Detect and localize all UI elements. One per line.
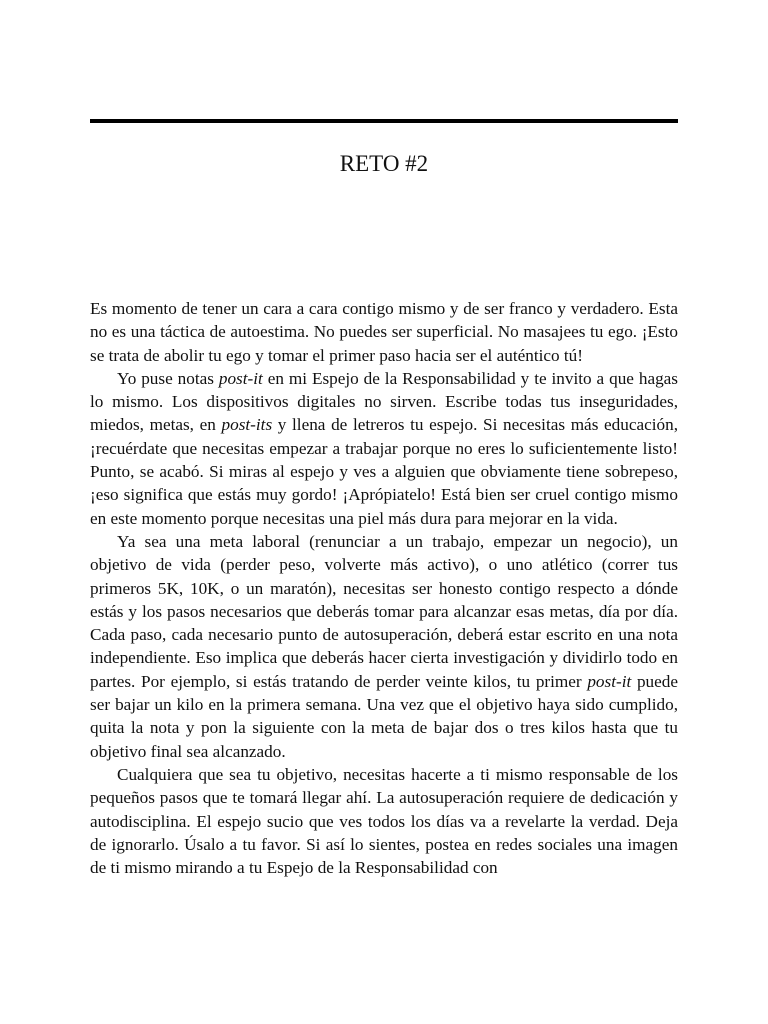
paragraph — [90, 297, 678, 367]
chapter-top-rule — [90, 119, 678, 123]
chapter-title: RETO #2 — [339, 151, 429, 176]
paragraph — [90, 367, 678, 530]
italic-term: post-its — [221, 415, 273, 435]
book-page — [90, 0, 678, 1024]
paragraph — [90, 763, 678, 879]
body-text — [90, 297, 678, 879]
text-segment: Es momento de tener un cara a cara contigo mismo y de ser franco y verdadero. Esta no es una táctica de autoestima. No puedes ser superficial. No masajees tu ego. ¡Esto se trata de abolir tu ego y tomar el primer paso hacia ser el auténtico tú! — [90, 299, 678, 365]
text-segment: en mi Espejo de la Responsabilidad y te invito a que hagas lo mismo. Los dispositivos digitales no sirven. Escribe todas tus inseguridades, miedos, metas, en — [90, 368, 678, 435]
italic-term: post-it — [218, 368, 263, 388]
text-segment: y llena de letreros tu espejo. Si necesitas más educación, ¡recuérdate que necesitas empezar a trabajar porque no eres lo suficientemente listo! Punto, se acabó. Si miras al espejo y ves a alguien que obviamente tiene sobrepeso, ¡eso significa que estás muy gordo! ¡Aprópiatelo! Está bien ser cruel contigo mismo en este momento porque necesitas una piel más dura para mejorar en la vida. — [90, 415, 678, 528]
text-segment: Ya sea una meta laboral (renunciar a un trabajo, empezar un negocio), un objetivo de vida (perder peso, volverte más activo), o uno atlético (correr tus primeros 5K, 10K, o un maratón), necesitas ser honesto contigo respecto a dónde estás y los pasos necesarios que deberás tomar para alcanzar esas metas, día por día. Cada paso, cada necesario punto de autosuperación, deberá estar escrito en una nota independiente. Eso implica que deberás hacer cierta investigación y dividirlo todo en partes. Por ejemplo, si estás tratando de perder veinte kilos, tu primer — [90, 531, 678, 691]
text-segment: Cualquiera que sea tu objetivo, necesitas hacerte a ti mismo responsable de los pequeños pasos que te tomará llegar ahí. La autosuperación requiere de dedicación y autodisciplina. El espejo sucio que ves todos los días va a revelarte la verdad. Deja de ignorarlo. Úsalo a tu favor. Si así lo sientes, postea en redes sociales una imagen de ti mismo mirando a tu Espejo de la Responsabilidad con — [90, 764, 678, 878]
italic-term: post-it — [587, 671, 632, 691]
text-segment: puede ser bajar un kilo en la primera semana. Una vez que el objetivo haya sido cumplido, quita la nota y pon la siguiente con la meta de bajar dos o tres kilos hasta que tu objetivo final sea alcanzado. — [90, 671, 678, 761]
text-segment: Yo puse notas — [117, 368, 219, 388]
paragraph — [90, 530, 678, 763]
